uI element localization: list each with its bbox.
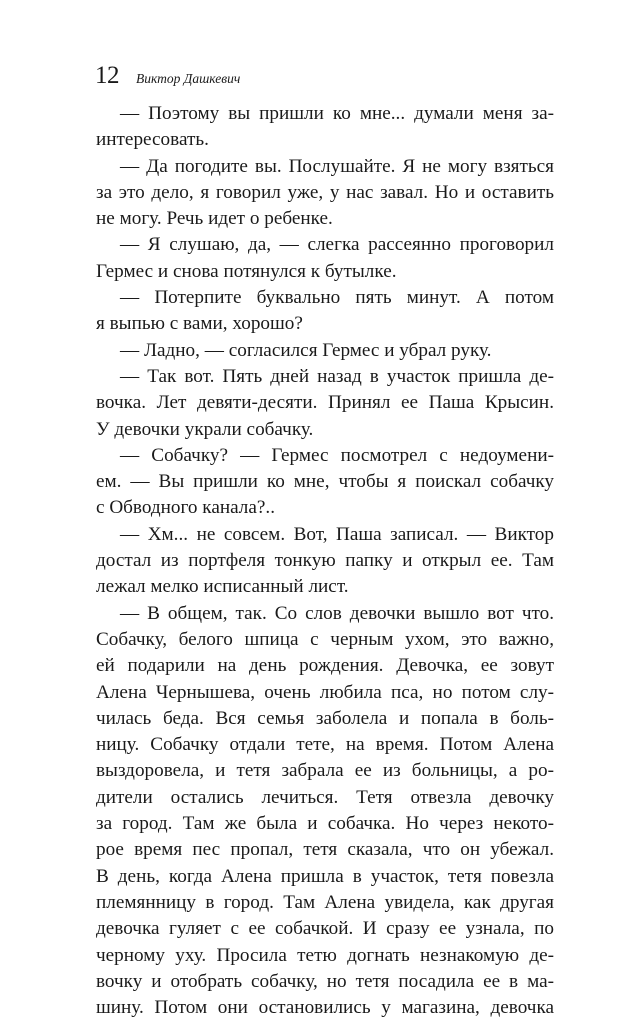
text-line: Собачку, белого шпица с черным ухом, это важно, bbox=[96, 628, 554, 650]
text-line: — Да погодите вы. Послушайте. Я не могу взяться bbox=[120, 155, 554, 177]
text-line: В день, когда Алена пришла в участок, тетя повезла bbox=[96, 865, 554, 887]
text-line: ем. — Вы пришли ко мне, чтобы я поискал собачку bbox=[96, 471, 554, 493]
text-line: — Потерпите буквально пять минут. А потом bbox=[120, 287, 554, 309]
text-line: с Обводного канала?.. bbox=[96, 497, 276, 519]
text-line: достал из портфеля тонкую папку и открыл ее. Там bbox=[96, 550, 554, 572]
text-line: ницу. Собачку отдали тете, на время. Потом Алена bbox=[96, 734, 554, 756]
running-header bbox=[95, 62, 240, 92]
text-line: девочка гуляет с ее собачкой. И сразу ее узнала, по bbox=[96, 918, 554, 940]
text-line: не могу. Речь идет о ребенке. bbox=[96, 208, 333, 230]
text-line: вочка. Лет девяти-десяти. Принял ее Паша Крысин. bbox=[96, 392, 554, 414]
body-text bbox=[96, 101, 554, 1021]
text-line: — Поэтому вы пришли ко мне... думали меня за- bbox=[120, 103, 554, 124]
text-line: шину. Потом они остановились у магазина, девочка bbox=[96, 997, 554, 1019]
text-line: рое время пес пропал, тетя сказала, что он убежал. bbox=[96, 839, 554, 861]
text-line: черному уху. Просила тетю догнать незнакомую де- bbox=[96, 944, 554, 966]
text-line: вочку и отобрать собачку, но тетя посадила ее в ма- bbox=[96, 970, 554, 992]
text-line: дители остались лечиться. Тетя отвезла девочку bbox=[96, 786, 554, 808]
text-line: Гермес и снова потянулся к бутылке. bbox=[96, 260, 397, 282]
text-line: — Хм... не совсем. Вот, Паша записал. — Виктор bbox=[120, 523, 554, 545]
author-name: Виктор Дашкевич bbox=[136, 71, 241, 86]
text-line: лежал мелко исписанный лист. bbox=[96, 576, 349, 598]
text-line: — Собачку? — Гермес посмотрел с недоумени- bbox=[120, 444, 554, 466]
text-line: У девочки украли собачку. bbox=[96, 418, 314, 440]
text-line: чилась беда. Вся семья заболела и попала в боль- bbox=[96, 707, 554, 729]
page-number: 12 bbox=[95, 62, 119, 89]
text-line: ей подарили на день рождения. Девочка, ее зовут bbox=[96, 655, 554, 677]
text-line: — Я слушаю, да, — слегка рассеянно проговорил bbox=[120, 234, 554, 256]
text-line: Алена Чернышева, очень любила пса, но потом слу- bbox=[96, 681, 554, 703]
text-line: — Так вот. Пять дней назад в участок пришла де- bbox=[120, 365, 554, 387]
text-line: за это дело, я говорил уже, у нас завал. Но и оставить bbox=[96, 181, 554, 203]
text-line: интересовать. bbox=[96, 129, 209, 151]
text-line: — В общем, так. Со слов девочки вышло вот что. bbox=[120, 602, 554, 624]
text-line: за город. Там же была и собачка. Но через некото- bbox=[96, 813, 554, 835]
text-line: выздоровела, и тетя забрала ее из больницы, а ро- bbox=[96, 760, 554, 782]
text-line: — Ладно, — согласился Гермес и убрал руку. bbox=[120, 339, 492, 361]
text-line: я выпью с вами, хорошо? bbox=[96, 313, 303, 335]
text-line: племянницу в город. Там Алена увидела, как другая bbox=[96, 891, 554, 913]
